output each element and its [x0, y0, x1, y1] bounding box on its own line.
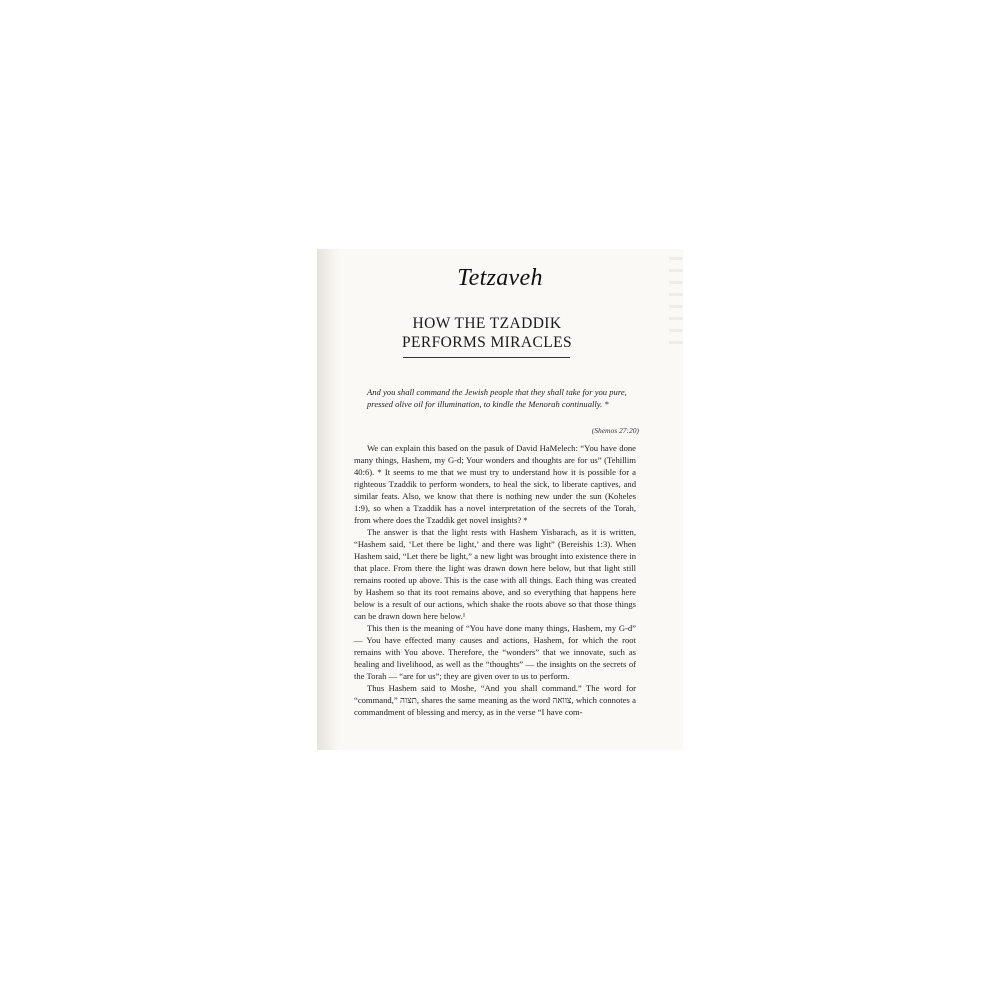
body-paragraph: The answer is that the light rests with Hashem Yisbarach, as it is written, “Hashem said, ‘Let there be light,’ and there was light” (Bereishis 1:3). When Hashem said, “Let there be light,” a new light was brought into existence there in that place. From there the light was drawn down here below, but that light still remains rooted up above. This is the case with all things. Each thing was created by Hashem so that its root remains above, and so everything that happens here below is a result of our actions, which shake the roots above so that those things can be drawn down here below.¹ [354, 527, 636, 621]
page-gutter-shadow [317, 249, 339, 750]
body-paragraph: This then is the meaning of “You have done many things, Hashem, my G-d” — You have effected many causes and actions, Hashem, for which the root remains with You above. Therefore, the “wonders” that we innovate, such as healing and livelihood, as well as the “thoughts” — the insights on the secrets of the Torah — “are for us”; they are given over to us to perform. [354, 623, 636, 681]
epigraph-verse: And you shall command the Jewish people that they shall take for you pure, pressed olive oil for illumination, to kindle the Menorah continually. * [367, 387, 627, 409]
body-paragraph: We can explain this based on the pasuk of David HaMelech: “You have done many things, Hashem, my G-d; Your wonders and thoughts are for us” (Tehillim 40:6). * It seems to me that we must try to understand how it is possible for a righteous Tzaddik to perform wonders, to heal the sick, to liberate captives, and similar feats. Also, we know that there is nothing new under the sun (Koheles 1:9), so when a Tzaddik has a novel interpretation of the secrets of the Torah, from where does the Tzaddik get novel insights? * [354, 443, 636, 525]
section-heading: HOW THE TZADDIK PERFORMS MIRACLES [401, 315, 573, 351]
chapter-title: Tetzaveh [457, 265, 543, 291]
body-text [354, 442, 636, 718]
book-page [317, 249, 683, 750]
epigraph-source: (Shemos 27:20) [591, 426, 639, 435]
heading-underline [403, 357, 570, 358]
body-paragraph: Thus Hashem said to Moshe, “And you shall command.” The word for “command,” תצוה, shares the same meaning as the word צוואה, which connotes a commandment of blessing and mercy, as in the verse “I have com- [354, 683, 636, 717]
